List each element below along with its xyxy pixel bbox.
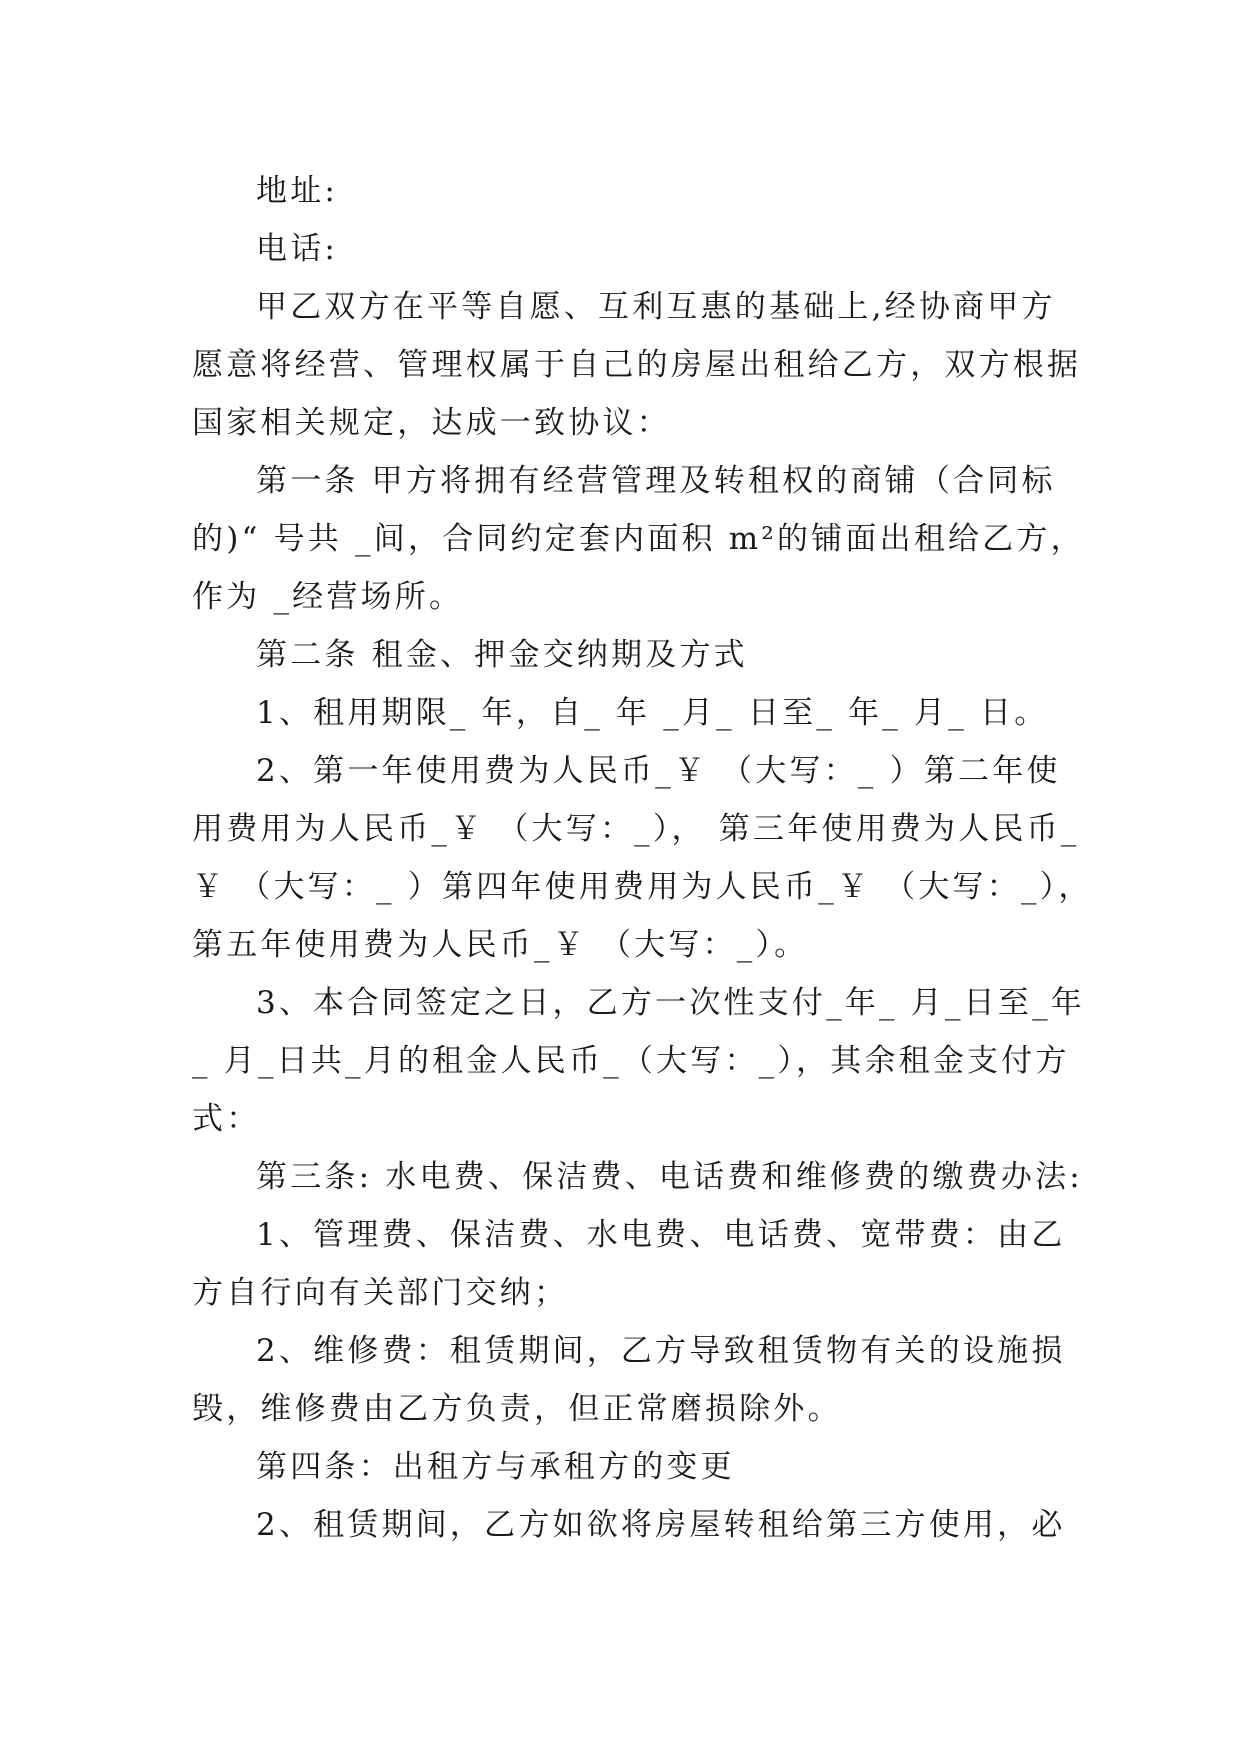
article-1-line-3: 作为 _经营场所。 bbox=[192, 579, 464, 615]
article-4-heading: 第四条：出租方与承租方的变更 bbox=[256, 1449, 735, 1485]
article-2-item-2-line-2: 用费用为人民币_￥ （大写：_）， 第三年使用费为人民币_ bbox=[192, 811, 1080, 847]
preamble-line-2: 愿意将经营、管理权属于自己的房屋出租给乙方，双方根据 bbox=[192, 347, 1082, 383]
article-2-heading: 第二条 租金、押金交纳期及方式 bbox=[256, 637, 748, 673]
article-2-item-1: 1、租用期限_ 年，自_ 年 _月_ 日至_ 年_ 月_ 日。 bbox=[256, 695, 1049, 731]
article-2-item-3-line-3: 式： bbox=[192, 1101, 261, 1137]
article-3-item-2-line-2: 毁，维修费由乙方负责，但正常磨损除外。 bbox=[192, 1391, 842, 1427]
article-3-heading: 第三条: 水电费、保洁费、电话费和维修费的缴费办法: bbox=[256, 1159, 1083, 1195]
article-3-item-1-line-2: 方自行向有关部门交纳； bbox=[192, 1275, 569, 1311]
article-2-item-2-line-1: 2、第一年使用费为人民币_￥ （大写：_ ）第二年使 bbox=[256, 753, 1061, 789]
preamble-line-3: 国家相关规定，达成一致协议： bbox=[192, 405, 671, 441]
article-3-item-1-line-1: 1、管理费、保洁费、水电费、电话费、宽带费：由乙 bbox=[256, 1217, 1066, 1253]
article-4-item-2-line-1: 2、租赁期间，乙方如欲将房屋转租给第三方使用，必 bbox=[256, 1507, 1066, 1543]
address-line: 地址: bbox=[256, 173, 339, 209]
article-3-item-2-line-1: 2、维修费：租赁期间，乙方导致租赁物有关的设施损 bbox=[256, 1333, 1066, 1369]
article-2-item-2-line-4: 第五年使用费为人民币_￥ （大写：_）。 bbox=[192, 927, 809, 963]
article-1-line-2: 的)“ 号共 _间，合同约定套内面积 m²的铺面出租给乙方， bbox=[192, 521, 1085, 557]
article-2-item-3-line-1: 3、本合同签定之日，乙方一次性支付_年_ 月_日至_年 bbox=[256, 985, 1085, 1021]
phone-line: 电话: bbox=[256, 231, 339, 267]
article-1-line-1: 第一条 甲方将拥有经营管理及转租权的商铺（合同标 bbox=[256, 463, 1056, 499]
article-2-item-2-line-3: ￥ （大写：_ ）第四年使用费用为人民币_￥ （大写：_）， bbox=[192, 869, 1093, 905]
article-2-item-3-line-2: _ 月_日共_月的租金人民币_（大写：_），其余租金支付方 bbox=[192, 1043, 1070, 1079]
preamble-line-1: 甲乙双方在平等自愿、互利互惠的基础上,经协商甲方 bbox=[256, 289, 1056, 325]
document-body bbox=[192, 162, 1093, 1554]
